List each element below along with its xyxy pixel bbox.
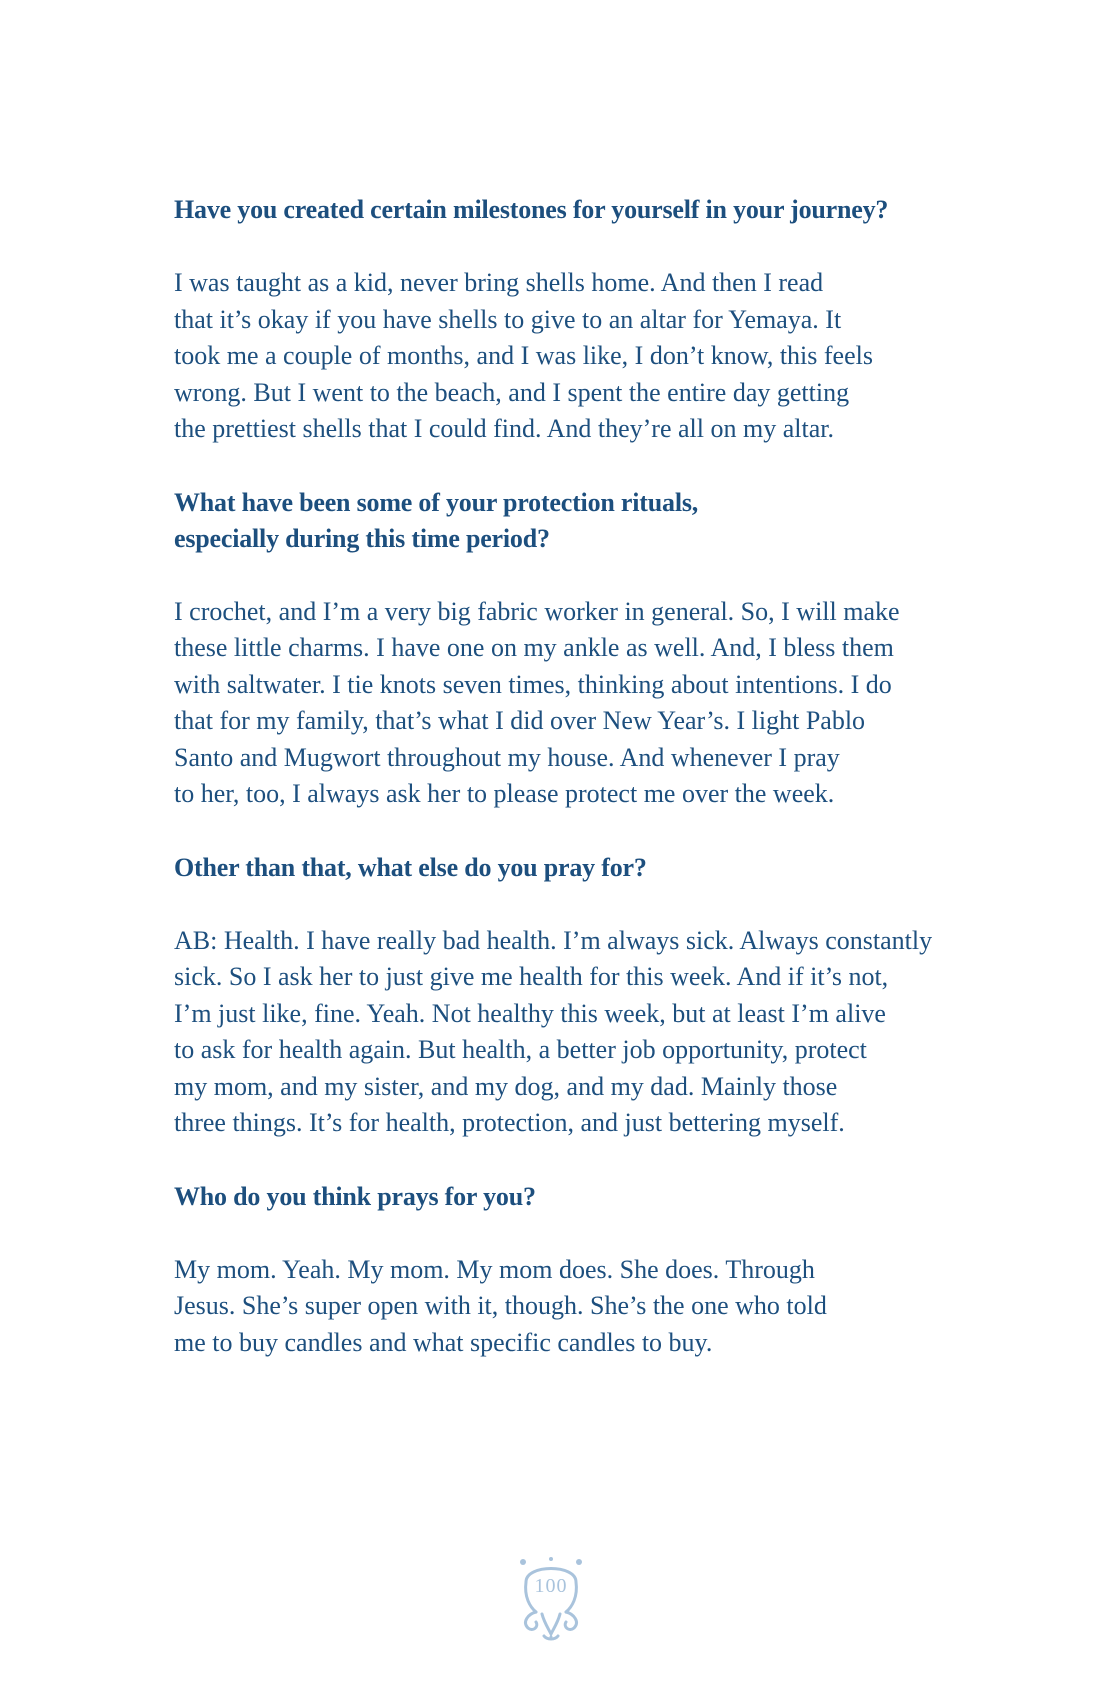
page-number: 100: [534, 1575, 568, 1597]
answer-line: that for my family, that’s what I did over New Year’s. I light Pablo: [174, 706, 866, 735]
question-line: especially during this time period?: [174, 523, 550, 553]
page-number-ornament: [506, 1552, 596, 1642]
answer-line: to ask for health again. But health, a better job opportunity, protect: [174, 1035, 867, 1064]
answer-line: Santo and Mugwort throughout my house. And whenever I pray: [174, 742, 840, 772]
answer-line: I was taught as a kid, never bring shells home. And then I read: [174, 268, 824, 297]
question-heading: [174, 485, 1004, 557]
answer-line: that it’s okay if you have shells to give to an altar for Yemaya. It: [174, 304, 842, 334]
answer-line: with saltwater. I tie knots seven times, thinking about intentions. I do: [174, 669, 892, 699]
question-heading: [174, 1179, 1004, 1215]
question-heading: [174, 850, 1004, 886]
answer-paragraph: [174, 923, 1004, 1142]
answer-paragraph: [174, 594, 1004, 813]
answer-line: sick. So I ask her to just give me health for this week. And if it’s not,: [174, 962, 889, 991]
question-line: What have been some of your protection rituals,: [174, 487, 699, 517]
answer-line: the prettiest shells that I could find. And they’re all on my altar.: [174, 414, 834, 443]
question-line: Other than that, what else do you pray for?: [174, 852, 647, 882]
answer-line: took me a couple of months, and I was like, I don’t know, this feels: [174, 341, 873, 370]
answer-line: wrong. But I went to the beach, and I spent the entire day getting: [174, 377, 850, 407]
answer-line: AB: Health. I have really bad health. I’m always sick. Always constantly: [174, 925, 933, 955]
answer-line: me to buy candles and what specific candles to buy.: [174, 1327, 713, 1357]
answer-paragraph: [174, 265, 1004, 448]
answer-line: I crochet, and I’m a very big fabric worker in general. So, I will make: [174, 596, 900, 626]
answer-line: these little charms. I have one on my ankle as well. And, I bless them: [174, 633, 894, 662]
answer-line: I’m just like, fine. Yeah. Not healthy this week, but at least I’m alive: [174, 998, 886, 1028]
answer-line: three things. It’s for health, protection, and just bettering myself.: [174, 1108, 845, 1137]
ornament-icon: [506, 1552, 596, 1642]
answer-line: Jesus. She’s super open with it, though. She’s the one who told: [174, 1291, 827, 1320]
answer-line: to her, too, I always ask her to please protect me over the week.: [174, 779, 835, 808]
answer-line: my mom, and my sister, and my dog, and my dad. Mainly those: [174, 1071, 838, 1101]
answer-line: My mom. Yeah. My mom. My mom does. She does. Through: [174, 1254, 815, 1284]
answer-paragraph: [174, 1252, 1004, 1362]
question-heading: [174, 192, 1004, 228]
question-line: Who do you think prays for you?: [174, 1181, 536, 1211]
question-line: Have you created certain milestones for yourself in your journey?: [174, 195, 889, 224]
interview-content: [174, 192, 1004, 1398]
